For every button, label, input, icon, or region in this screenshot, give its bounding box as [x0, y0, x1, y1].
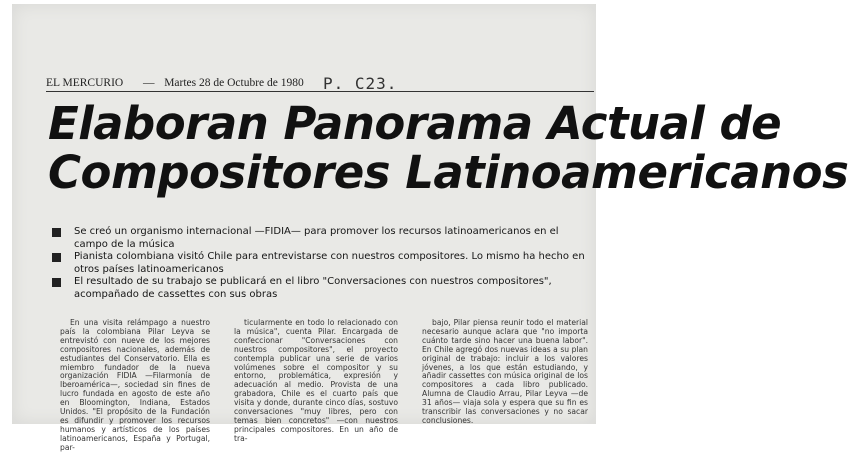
masthead: [46, 77, 304, 89]
headline: [48, 97, 848, 199]
newspaper-name: EL MERCURIO: [46, 77, 124, 89]
bullet-item: [52, 276, 592, 301]
newspaper-clipping: [12, 4, 848, 452]
column-text: ticularmente en todo lo relacionado con la música", cuenta Pilar. Encargada de confeccionar "Conversaciones con nuestros compositores", el proyecto contempla publicar una serie de varios volúmenes sobre el compositor y su entorno, problemática, expresión y adecuación al medio. Provista de una grabadora, Chile es el cuarto país que visita y donde, durante cinco días, sostuvo conversaciones "muy libres, pero con temas bien concretos" —con nuestros principales compositores. En un año de tra-: [234, 318, 398, 443]
column-text: En una visita relámpago a nuestro país la colombiana Pilar Leyva se entrevistó con nueve de los mejores compositores nacionales, además de estudiantes del Conservatorio. Ella es miembro fundador de la nueva organización FIDIA —Filarmonía de Iberoamérica—, sociedad sin fines de lucro fundada en agosto de este año en Bloomington, Indiana, Estados Unidos. "El propósito de la Fundación es difundir y promover los recursos humanos y artísticos de los países latinoamericanos, España y Portugal, par-: [60, 318, 210, 452]
body-column-3: [422, 319, 588, 426]
column-text: bajo, Pilar piensa reunir todo el material necesario aunque aclara que "no importa cuánto tarde sino hacer una buena labor". En Chile agregó dos nuevas ideas a su plan original de trabajo: incluir a los valores jóvenes, a los que están estudiando, y añadir cassettes con música original de los compositores a cada libro publicado. Alumna de Claudio Arrau, Pilar Leyva —de 31 años— viaja sola y espera que su fin es transcribir las conversaciones y no sacar conclusiones.: [422, 318, 588, 425]
bullet-item: [52, 226, 592, 251]
body-column-2: [234, 319, 398, 444]
headline-line-2: Compositores Latinoamericanos: [48, 146, 848, 199]
handwritten-reference: P. C23.: [323, 74, 398, 93]
bullet-item: [52, 251, 592, 276]
publication-date: Martes 28 de Octubre de 1980: [164, 77, 304, 89]
summary-bullets: [52, 226, 592, 301]
masthead-dash: —: [142, 77, 155, 89]
headline-line-1: Elaboran Panorama Actual de: [48, 97, 782, 150]
bullet-text: El resultado de su trabajo se publicará en el libro "Conversaciones con nuestros compositores", acompañado de cassettes con sus obras: [74, 276, 552, 300]
masthead-rule: [46, 91, 594, 92]
square-bullet-icon: [52, 253, 61, 262]
square-bullet-icon: [52, 228, 61, 237]
bullet-text: Se creó un organismo internacional —FIDIA— para promover los recursos latinoamericanos en el campo de la música: [74, 226, 559, 250]
bullet-text: Pianista colombiana visitó Chile para entrevistarse con nuestros compositores. Lo mismo ha hecho en otros países latinoamericanos: [74, 251, 585, 275]
body-column-1: [60, 319, 210, 453]
square-bullet-icon: [52, 278, 61, 287]
